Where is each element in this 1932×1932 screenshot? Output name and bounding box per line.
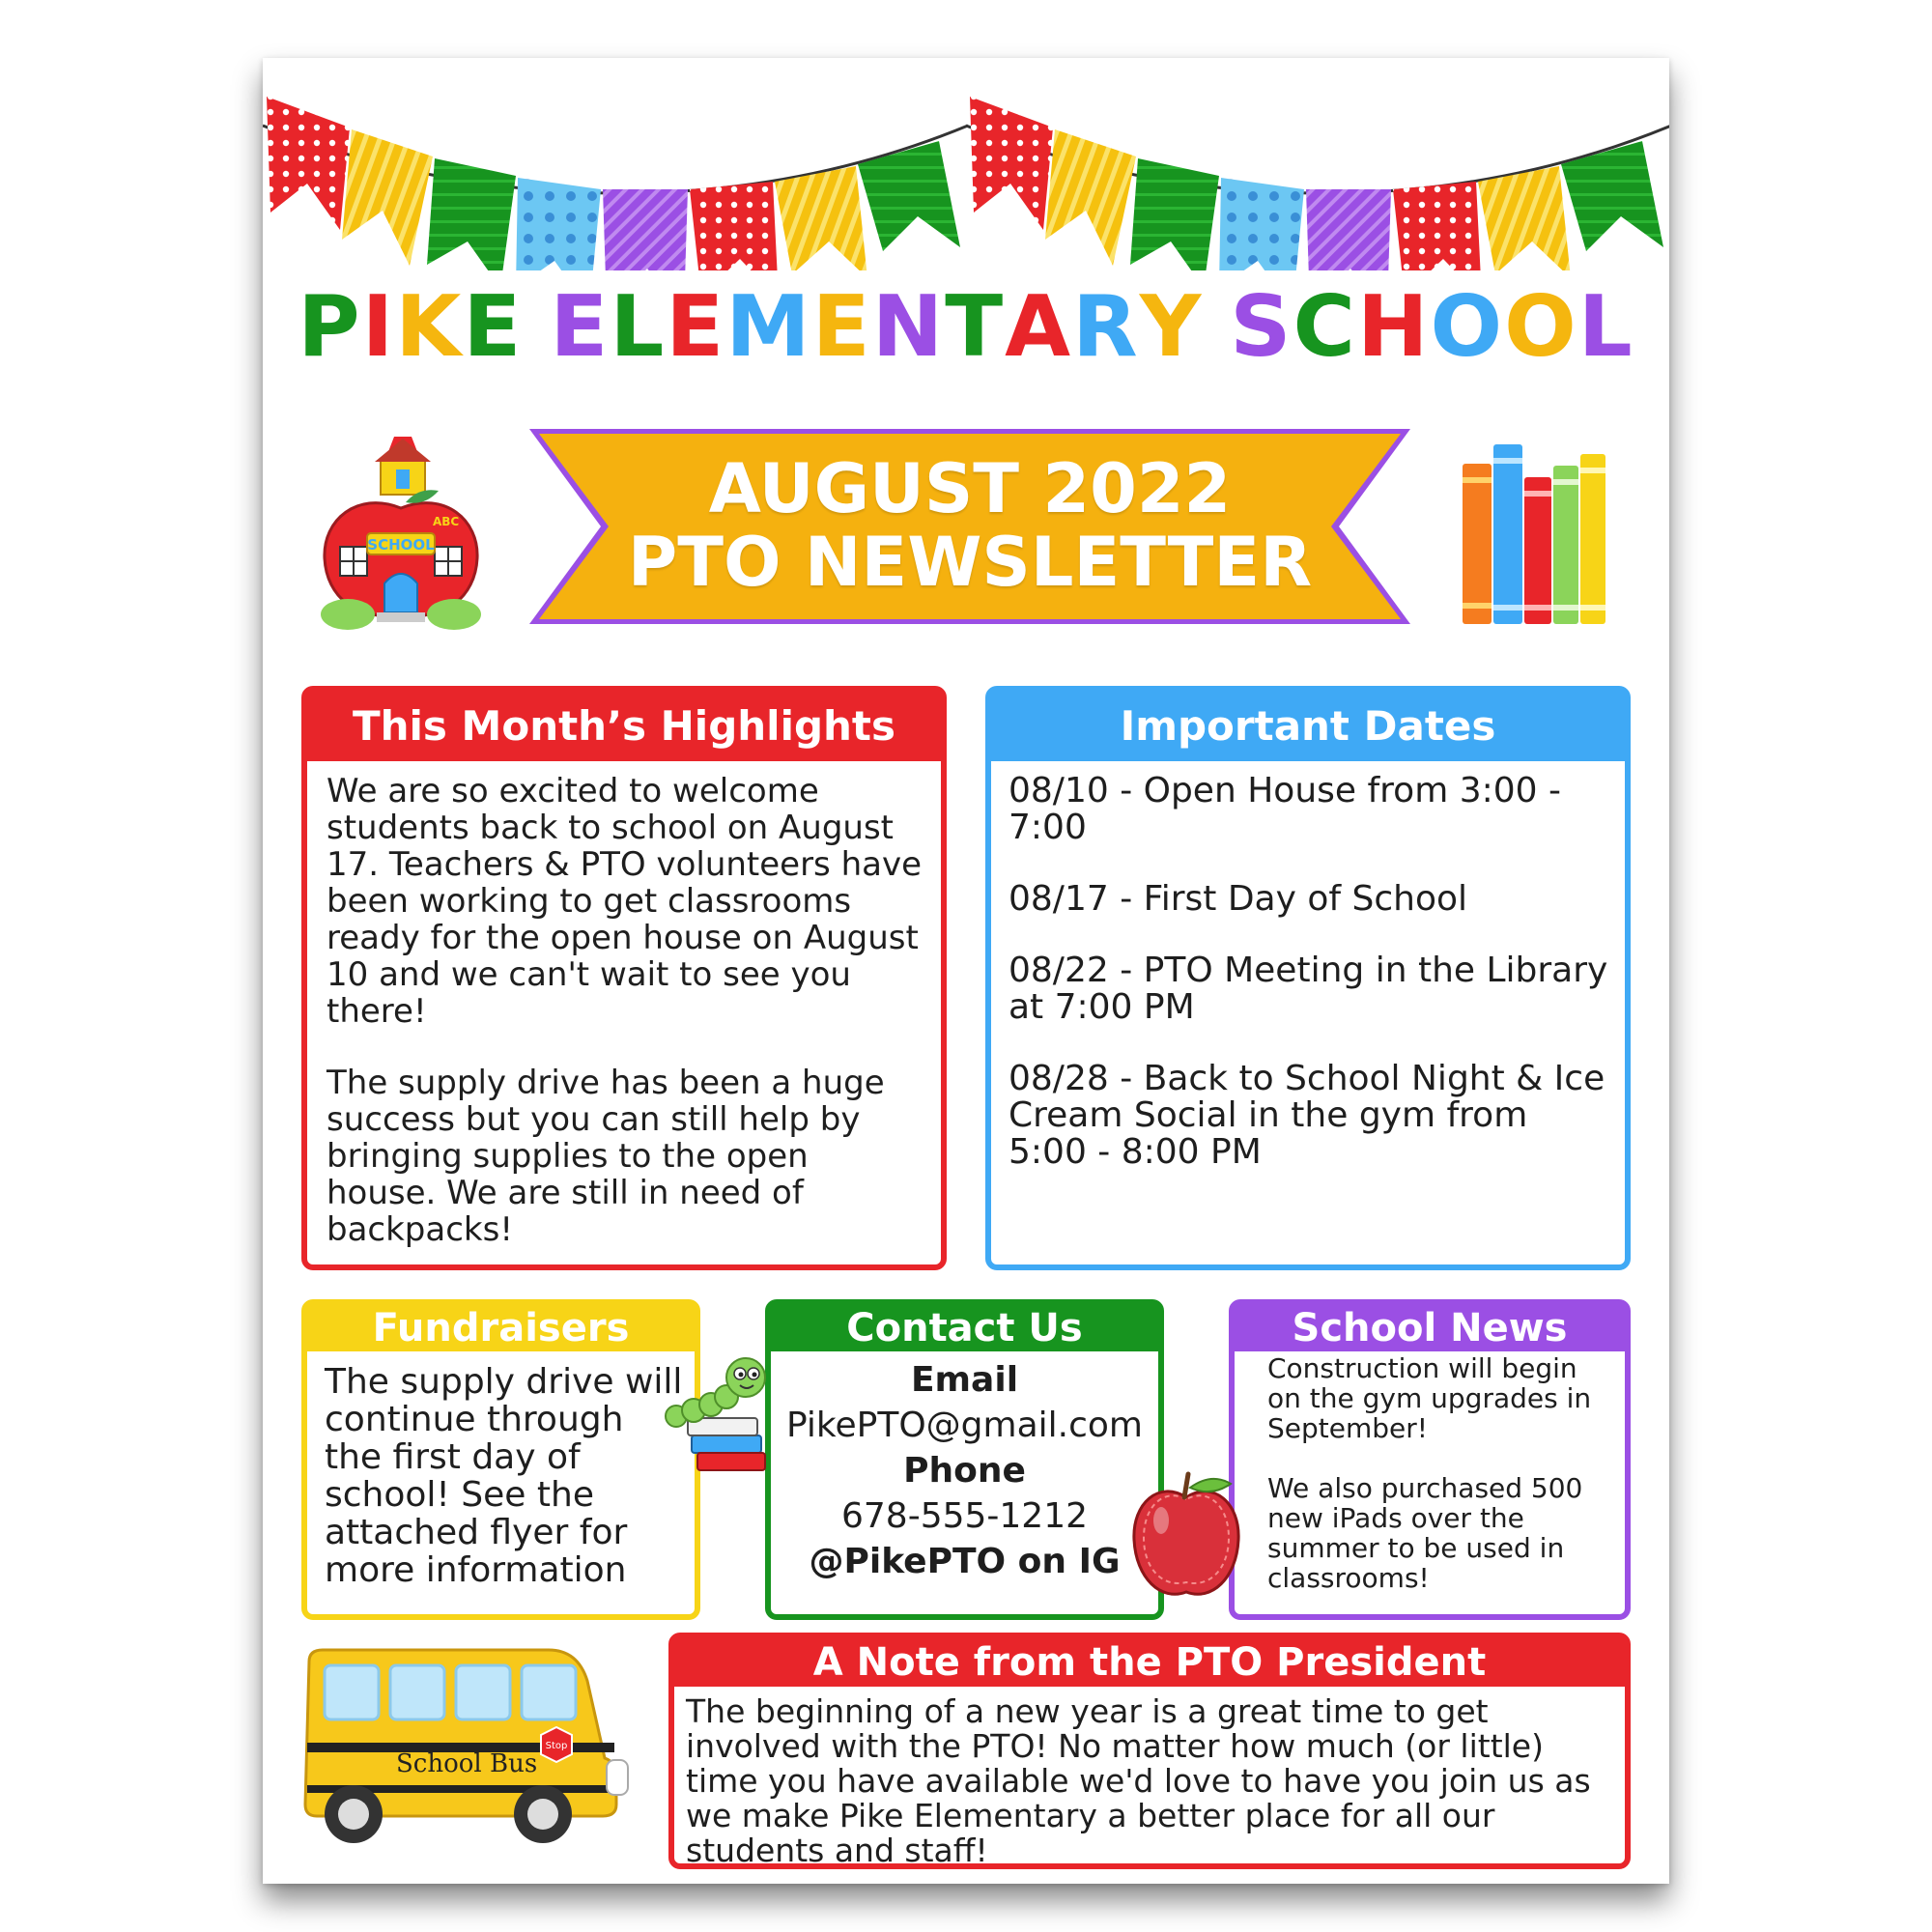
fundraisers-box: [301, 1299, 700, 1620]
title-letter: R: [1072, 276, 1140, 376]
flag-red-dots: [970, 97, 1053, 230]
flag-green: [1130, 158, 1219, 270]
president-note-box: [668, 1633, 1631, 1869]
phone-number[interactable]: 678-555-1212: [840, 1496, 1089, 1536]
president-note-text: The beginning of a new year is a great time to get involved with the PTO! No matter how much (or little) time you have available we'd love to have you join us as we make Pike Elementary a better place for all our students and staff!: [686, 1692, 1591, 1869]
school-news-box: [1229, 1299, 1631, 1620]
bus-label-text: School Bus: [396, 1749, 538, 1778]
school-bus-icon: [298, 1642, 632, 1847]
highlights-paragraph-2: The supply drive has been a huge success but you can still help by bringing supplies to the open house. We are still in need of backpacks!: [327, 1064, 885, 1249]
important-dates-heading: Important Dates: [991, 692, 1625, 761]
school-news-paragraph-2: We also purchased 500 new iPads over the summer to be used in classrooms!: [1267, 1472, 1583, 1594]
important-dates-box: [985, 686, 1631, 1270]
highlights-paragraph-1: We are so excited to welcome students back to school on August 17. Teachers & PTO volunteers have been working to get classrooms ready for the open house on August 10 and we can't wait to see you there!: [327, 772, 923, 1031]
books-icon: [1457, 439, 1611, 628]
school-news-heading: School News: [1235, 1305, 1625, 1351]
title-letter: S: [1230, 276, 1293, 376]
title-letter: I: [361, 276, 396, 376]
school-sign-text: SCHOOL: [367, 536, 435, 554]
apple-icon: [1130, 1470, 1244, 1607]
apple-schoolhouse-icon: [319, 433, 483, 638]
title-letter: Y: [1139, 276, 1204, 376]
title-letter: P: [298, 276, 362, 376]
highlights-box: [301, 686, 947, 1270]
abc-text: ABC: [433, 515, 460, 528]
fundraisers-text: The supply drive will continue through the first day of school! See the attached flyer for more information: [325, 1362, 683, 1590]
flag-red-dots: [690, 182, 779, 270]
fundraisers-heading: Fundraisers: [307, 1305, 695, 1351]
newsletter-banner: [526, 425, 1414, 628]
newsletter-page: [263, 58, 1669, 1884]
title-letter: E: [666, 276, 726, 376]
title-letter: E: [463, 276, 524, 376]
contact-box: [765, 1299, 1164, 1620]
title-letter: C: [1293, 276, 1357, 376]
banner-line-1: AUGUST 2022: [708, 449, 1232, 529]
flag-purple: [1306, 189, 1391, 270]
president-note-heading: A Note from the PTO President: [674, 1638, 1625, 1687]
title-letter: M: [725, 276, 812, 376]
school-news-paragraph-1: Construction will begin on the gym upgrades in September!: [1267, 1352, 1592, 1444]
highlights-heading: This Month’s Highlights: [307, 692, 941, 761]
flag-red-dots: [1393, 182, 1482, 270]
title-letter: L: [610, 276, 667, 376]
contact-heading: Contact Us: [771, 1305, 1158, 1351]
flag-blue-dots: [1219, 178, 1304, 270]
date-item: 08/17 - First Day of School: [1009, 879, 1468, 919]
title-letter: [523, 284, 550, 369]
banner-line-2: PTO NEWSLETTER: [627, 523, 1313, 602]
stop-sign-text: Stop: [545, 1741, 568, 1751]
flag-yellow: [342, 129, 433, 266]
email-address[interactable]: PikePTO@gmail.com: [786, 1406, 1143, 1445]
flag-red-dots: [267, 97, 350, 230]
flag-yellow: [1478, 166, 1571, 270]
flag-yellow: [775, 166, 867, 270]
flag-purple: [603, 189, 688, 270]
flag-yellow: [1045, 129, 1136, 266]
title-letter: L: [1577, 276, 1634, 376]
title-letter: O: [1504, 276, 1578, 376]
title-letter: T: [945, 276, 1006, 376]
flag-blue-dots: [516, 178, 601, 270]
title-letter: H: [1356, 276, 1431, 376]
flag-green: [427, 158, 516, 270]
title-letter: E: [811, 276, 872, 376]
title-letter: A: [1005, 276, 1073, 376]
bunting-garland: [263, 58, 1669, 270]
date-item: 08/22 - PTO Meeting in the Library at 7:00 PM: [1009, 951, 1608, 1027]
date-item: 08/28 - Back to School Night & Ice Cream Social in the gym from 5:00 - 8:00 PM: [1009, 1059, 1605, 1172]
phone-label: Phone: [903, 1451, 1026, 1491]
title-letter: E: [550, 276, 611, 376]
instagram-handle[interactable]: @PikePTO on IG: [809, 1542, 1121, 1581]
bookworm-icon: [663, 1354, 769, 1480]
email-label: Email: [910, 1360, 1019, 1400]
school-title: [263, 276, 1669, 376]
title-letter: K: [395, 276, 464, 376]
title-letter: O: [1430, 276, 1505, 376]
title-letter: [1203, 284, 1230, 369]
title-letter: N: [871, 276, 946, 376]
date-item: 08/10 - Open House from 3:00 - 7:00: [1009, 771, 1561, 847]
